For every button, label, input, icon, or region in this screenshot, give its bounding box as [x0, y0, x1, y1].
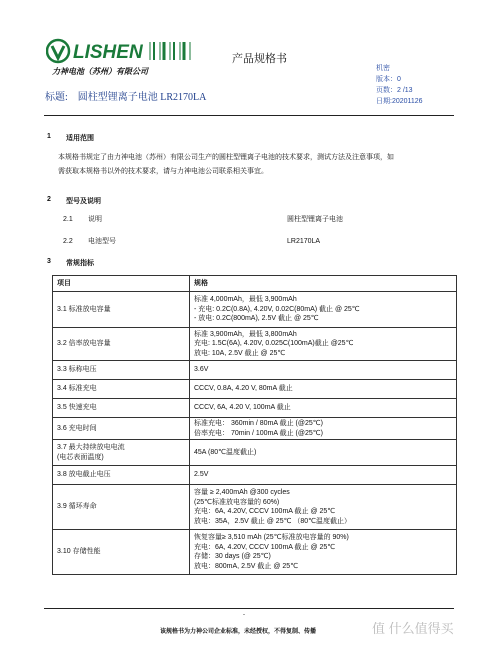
table-body [53, 292, 457, 575]
footer-confidentiality-note: 该规格书为力神公司企业标准，未经授权，不得复制、传播 [160, 629, 317, 635]
subject-value: 圆柱型锂离子电池 LR2170LA [77, 92, 207, 103]
spec-line: 放电：800mA, 2.5V 截止 @ 25℃ [194, 562, 299, 570]
model-row-label: 说明 [88, 216, 102, 223]
item-cell [53, 466, 190, 485]
item-cell [53, 418, 190, 440]
item-cell [53, 361, 190, 380]
spec-line: 充电: 1.5C(6A), 4.20V, 0.025C(100mA)截止 @25℃ [194, 340, 354, 348]
item-line: 3.8 放电截止电压 [57, 471, 111, 479]
table-row [53, 380, 457, 399]
item-line: 3.5 快速充电 [57, 404, 97, 412]
spec-line: 3.6V [194, 366, 209, 374]
company-name: 力神电池（苏州）有限公司 [52, 67, 148, 76]
spec-line: (25℃标准放电容量的 60%) [194, 498, 280, 506]
section-1-title: 适用范围 [66, 135, 94, 142]
column-header: 规格 [190, 276, 457, 292]
section-3-number: 3 [47, 258, 51, 265]
item-line: (电芯表面温度) [57, 453, 104, 461]
spec-line: 标准 4,000mAh，最低 3,900mAh [194, 296, 297, 304]
header-divider [44, 115, 454, 116]
model-row-number: 2.2 [63, 238, 73, 245]
subject-label: 标题: [45, 92, 68, 103]
spec-table [52, 275, 457, 575]
item-line: 3.3 标称电压 [57, 366, 97, 374]
item-cell [53, 530, 190, 575]
item-cell [53, 440, 190, 466]
spec-line: 充电：6A, 4.20V, CCCV 100mA 截止 @ 25℃ [194, 543, 336, 551]
item-line: 3.10 存储性能 [57, 548, 101, 556]
table-row [53, 530, 457, 575]
spec-line: 倍率充电： 70min / 100mA 截止 (@25℃) [194, 429, 323, 437]
document-title: 产品规格书 [232, 53, 287, 65]
spec-line: - 放电: 0.2C(800mA), 2.5V 截止 @ 25℃ [194, 315, 319, 323]
spec-cell [190, 380, 457, 399]
spec-line: 放电：35A，2.5V 截止 @ 25℃ （80℃温度截止） [194, 517, 352, 525]
section-2-title: 型号及说明 [66, 198, 101, 205]
footer-dash: - [243, 612, 245, 618]
item-line: 3.6 充电时间 [57, 424, 97, 432]
spec-cell [190, 466, 457, 485]
meta-row [376, 63, 423, 74]
item-line: 3.2 倍率放电容量 [57, 340, 111, 348]
item-cell [53, 399, 190, 418]
spec-cell [190, 530, 457, 575]
spec-line: 标准 3,900mAh，最低 3,800mAh [194, 330, 297, 338]
meta-value: 20201126 [391, 98, 423, 105]
meta-value: 2 /13 [397, 87, 413, 94]
spec-line: 容量 ≥ 2,400mAh @300 cycles [194, 489, 290, 496]
table-row [53, 361, 457, 380]
item-line: 3.1 标准放电容量 [57, 305, 111, 313]
model-row-number: 2.1 [63, 216, 73, 223]
meta-label: 机密 [376, 65, 390, 72]
spec-cell [190, 399, 457, 418]
meta-row [376, 74, 423, 85]
item-cell [53, 485, 190, 530]
table-row [53, 418, 457, 440]
spec-cell [190, 292, 457, 328]
table-row [53, 328, 457, 361]
document-meta [376, 63, 423, 107]
table-row [53, 440, 457, 466]
model-row-label: 电池型号 [88, 238, 116, 245]
spec-line: - 充电: 0.2C(0.8A), 4.20V, 0.02C(80mA) 截止 @ 25℃ [194, 305, 360, 313]
spec-line: 2.5V [194, 471, 209, 479]
meta-label: 页数： [376, 87, 397, 94]
item-cell [53, 292, 190, 328]
item-line: 3.4 标准充电 [57, 385, 97, 393]
meta-row [376, 85, 423, 96]
section-1-text-line-2: 需获取本规格书以外的技术要求，请与力神电池公司联系相关事宜。 [58, 168, 268, 175]
footer-divider [44, 608, 454, 609]
watermark: 值 什么值得买 [372, 621, 454, 636]
document-subject [45, 88, 206, 103]
spec-line: CCCV, 6A, 4.20 V, 100mA 截止 [194, 404, 291, 412]
item-line: 3.9 循环寿命 [57, 503, 97, 511]
spec-line: 45A (80℃温度截止) [194, 448, 257, 456]
table-header-row [53, 276, 457, 292]
meta-value: 0 [397, 76, 401, 83]
section-3-title: 常规指标 [66, 260, 94, 267]
spec-cell [190, 485, 457, 530]
section-1-text-line-1: 本规格书规定了由力神电池（苏州）有限公司生产的圆柱型锂离子电池的技术要求，测试方法及注意事项，如 [58, 154, 394, 161]
spec-cell [190, 328, 457, 361]
section-2-number: 2 [47, 196, 51, 203]
spec-line: 充电：6A, 4.20V, CCCV 100mA 截止 @ 25℃ [194, 508, 336, 515]
item-cell [53, 380, 190, 399]
spec-line: 恢复容量≥ 3,510 mAh (25℃标准放电容量的 90%) [194, 534, 349, 541]
table-row [53, 399, 457, 418]
meta-label: 日期: [376, 98, 392, 105]
spec-cell [190, 418, 457, 440]
table-row [53, 292, 457, 328]
table-row [53, 466, 457, 485]
svg-text:LISHEN: LISHEN [73, 42, 143, 63]
spec-cell [190, 361, 457, 380]
item-cell [53, 328, 190, 361]
spec-line: CCCV, 0.8A, 4.20 V, 80mA 截止 [194, 385, 293, 393]
model-row-value: 圆柱型锂离子电池 [287, 216, 343, 223]
table-row [53, 485, 457, 530]
item-line: 3.7 最大持续放电电流 [57, 444, 125, 451]
meta-row [376, 96, 423, 107]
spec-line: 标准充电： 360min / 80mA 截止 (@25℃) [194, 420, 323, 427]
spec-line: 放电: 10A, 2.5V 截止 @ 25℃ [194, 349, 286, 357]
lishen-logo [46, 38, 196, 64]
spec-cell [190, 440, 457, 466]
section-1-number: 1 [47, 133, 51, 140]
spec-line: 存储：30 days (@ 25℃) [194, 553, 271, 560]
meta-label: 版本： [376, 76, 397, 83]
model-row-value: LR2170LA [287, 238, 321, 245]
column-header: 项目 [53, 276, 190, 292]
